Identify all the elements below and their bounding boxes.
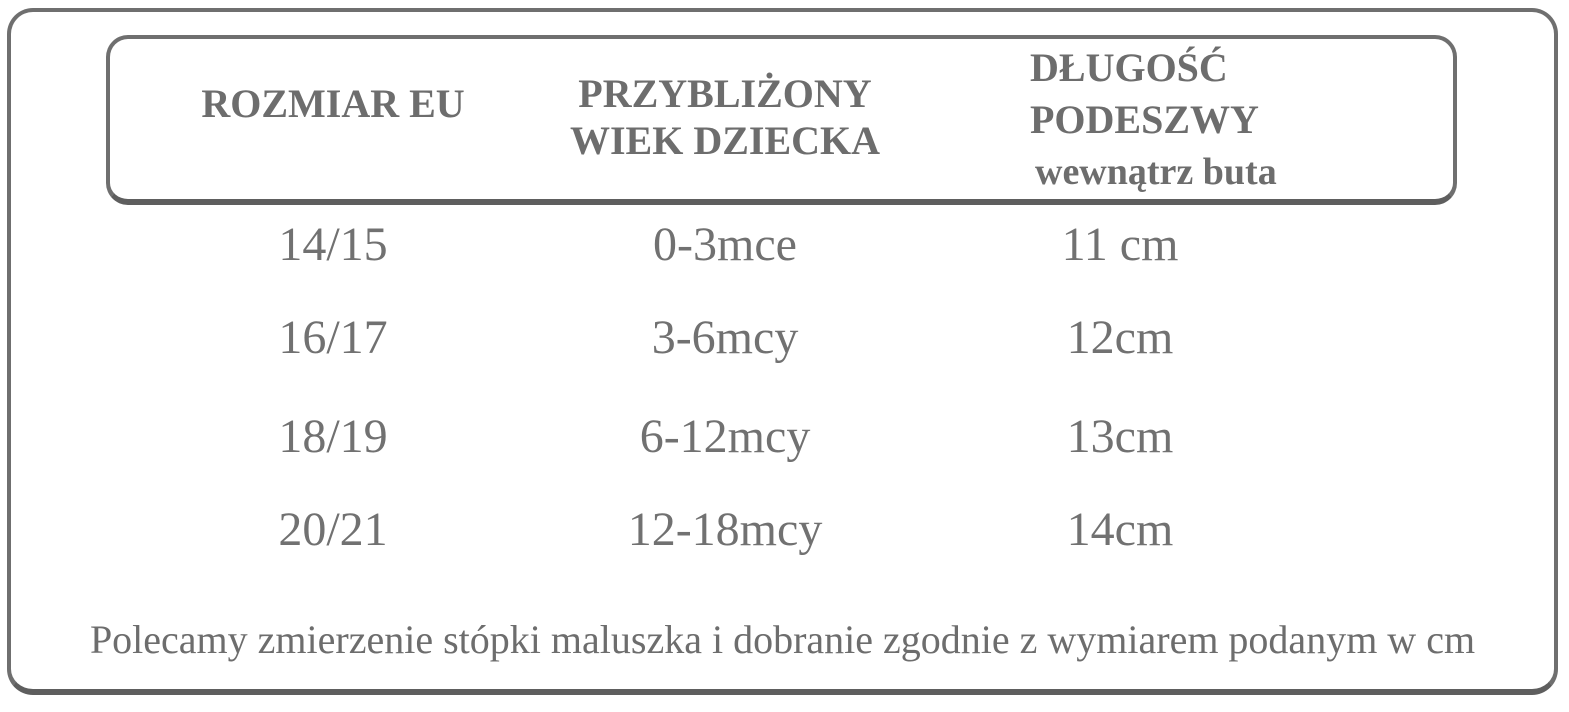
table-row (11, 308, 1554, 368)
cell-size-eu: 20/21 (278, 503, 388, 556)
cell-age: 3-6mcy (651, 311, 799, 364)
cell-size-eu: 16/17 (278, 311, 388, 364)
cell-sole-length: 12cm (1066, 311, 1174, 364)
cell-sole-length: 11 cm (1061, 218, 1179, 271)
cell-sole-length: 14cm (1066, 503, 1174, 556)
header-size-eu: ROZMIAR EU (201, 81, 465, 126)
header-sole-length-line1: DŁUGOŚĆ (1030, 45, 1228, 90)
table-row (11, 500, 1554, 560)
header-approx-age (560, 70, 890, 164)
cell-size-eu: 14/15 (278, 218, 388, 271)
header-sole-length (1030, 42, 1390, 198)
cell-age: 6-12mcy (639, 410, 811, 463)
cell-age: 12-18mcy (627, 503, 823, 556)
header-approx-age-line1: PRZYBLIŻONY (578, 71, 872, 116)
table-row (11, 407, 1554, 467)
size-chart-outer-border (7, 8, 1558, 695)
cell-age: 0-3mce (653, 218, 797, 271)
measurement-advice-note: Polecamy zmierzenie stópki maluszka i dobranie zgodnie z wymiarem podanym w cm (89, 617, 1476, 662)
header-sole-length-subtext: wewnątrz buta (1035, 151, 1277, 193)
size-chart-header-box (106, 35, 1457, 205)
cell-sole-length: 13cm (1066, 410, 1174, 463)
header-approx-age-line2: WIEK DZIECKA (569, 118, 881, 163)
cell-size-eu: 18/19 (278, 410, 388, 463)
header-sole-length-line2: PODESZWY (1030, 97, 1259, 142)
table-row (11, 215, 1554, 275)
